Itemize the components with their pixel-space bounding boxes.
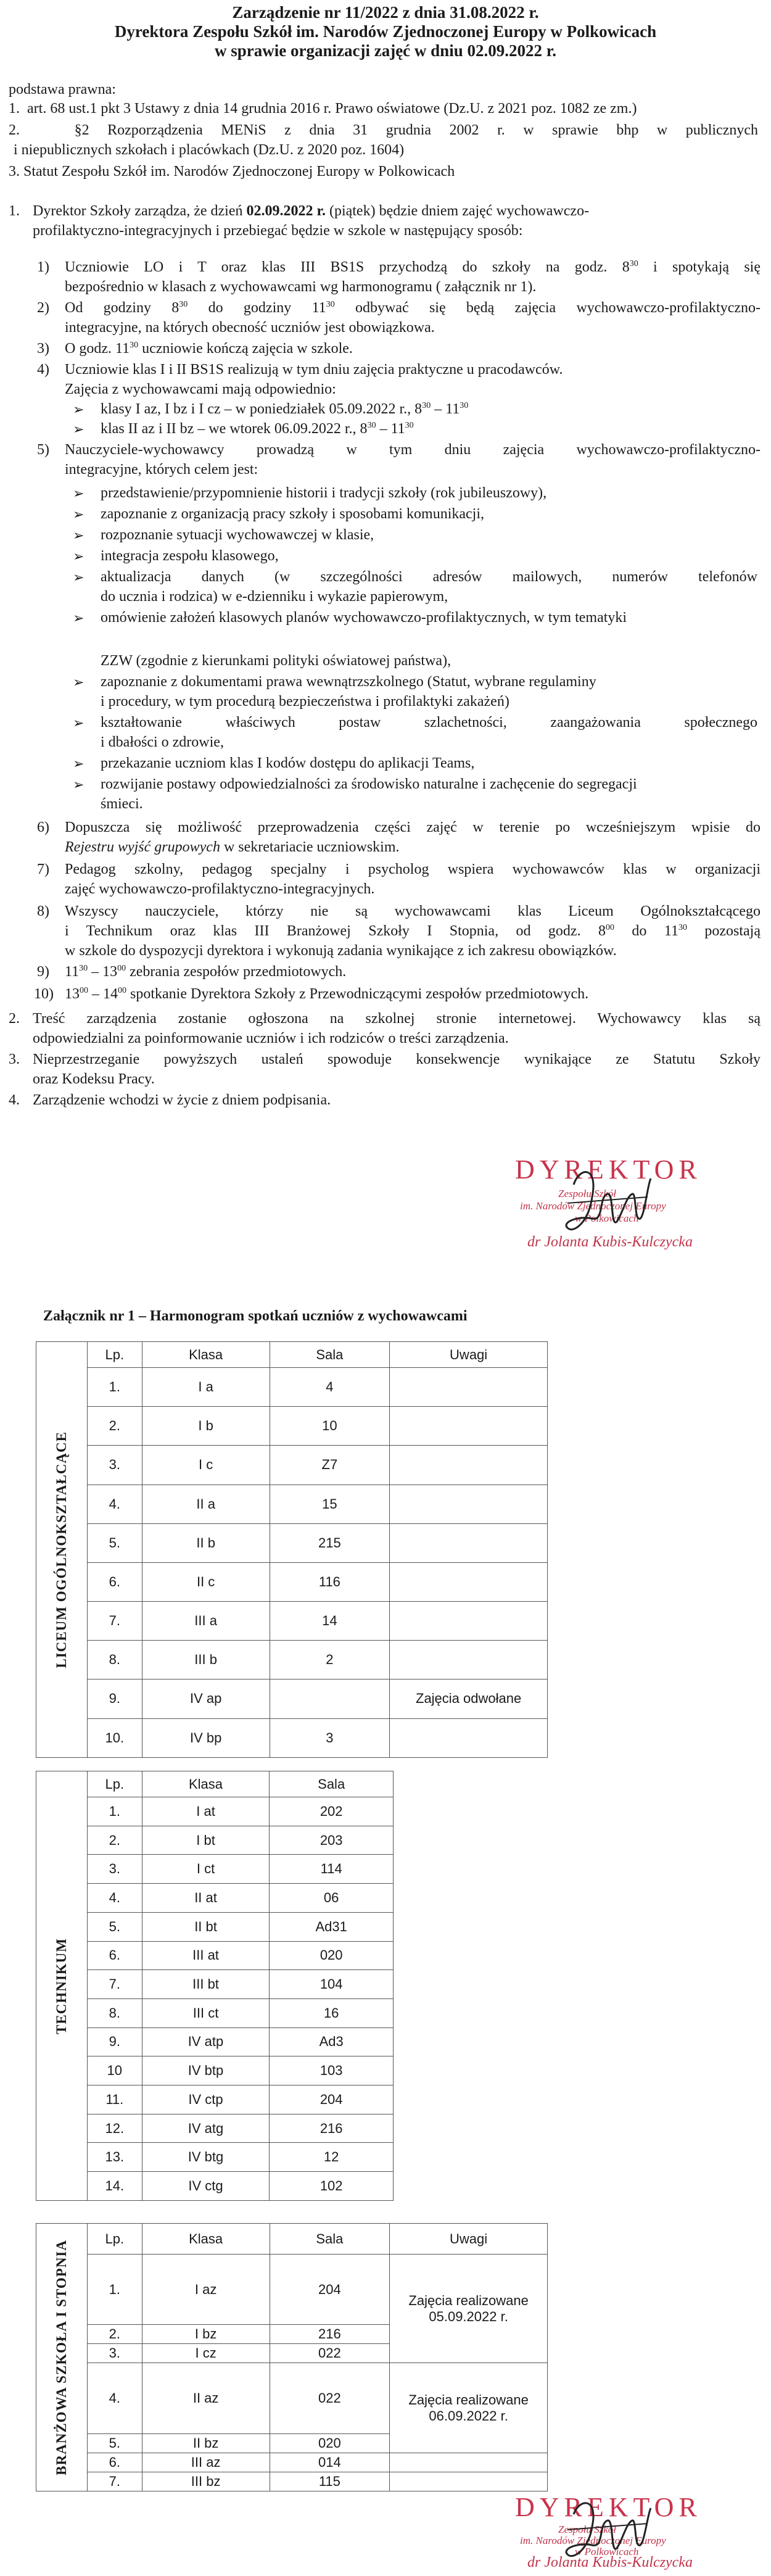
goal-bullet-cont: do ucznia i rodzica) w e-dzienniku i wykazie papierowym,: [101, 589, 448, 605]
point-number: 6): [37, 819, 49, 835]
table-row: 3. I c Z7: [36, 1446, 548, 1485]
point-text-cont: i Technikum oraz klas III Branżowej Szkoły I Stopnia, od godz. $8^{00}$ do $11^{30}$ pozostają: [65, 923, 761, 939]
section-text-cont: odpowiedzialni za poinformowanie uczniów i ich rodziców o treści zarządzenia.: [33, 1030, 509, 1046]
section-intro-cont: profilaktyczno-integracyjnych i przebiegać będzie w szkole w następujący sposób:: [33, 223, 523, 239]
table-row: 11. IV ctp 204: [36, 2085, 394, 2114]
table-row: 14. IV ctg 102: [36, 2172, 394, 2201]
goal-bullet: ➢ kształtowanie właściwych postaw szlachetności, zaangażowania społecznego: [73, 713, 757, 732]
section-intro: Dyrektor Szkoły zarządza, że dzień 02.09.2022 r. (piątek) będzie dniem zajęć wychowawczo-: [33, 203, 590, 219]
table-row: 4. II az 022 Zajęcia realizowane 06.09.2022 r.: [36, 2363, 548, 2433]
legal-basis-item: 3. Statut Zespołu Szkół im. Narodów Zjednoczonej Europy w Polkowicach: [9, 164, 455, 180]
stamp-line: w Polkowicach: [575, 1212, 639, 1224]
goal-bullet: ➢ przedstawienie/przypomnienie historii i tradycji szkoły (rok jubileuszowy),: [73, 484, 751, 503]
table-row: 2. I bt 203: [36, 1826, 394, 1855]
section-number: 3.: [9, 1051, 20, 1067]
table-row: 8. III b 2: [36, 1641, 548, 1679]
table-row: 5. II bz 020: [36, 2433, 548, 2453]
table-header-row: [36, 1771, 394, 1797]
goal-bullet: ➢ aktualizacja danych (w szczególności adresów mailowych, numerów telefonów: [73, 568, 757, 587]
school-type-cell: [36, 1342, 88, 1758]
stamp-name: dr Jolanta Kubis-Kulczycka: [527, 2554, 693, 2570]
goal-bullet: ➢ zapoznanie z organizacją pracy szkoły i sposobami komunikacji,: [73, 505, 751, 524]
document-title: Zarządzenie nr 11/2022 z dnia 31.08.2022 r.: [232, 3, 539, 22]
table-row: 9. IV atp Ad3: [36, 2027, 394, 2056]
arrow-bullet-icon: ➢: [73, 421, 85, 437]
lo-schedule-table: [36, 1341, 548, 1758]
arrow-bullet-icon: ➢: [73, 528, 85, 543]
table-header-row: [36, 2224, 548, 2255]
table-row: 13. IV btg 12: [36, 2143, 394, 2172]
stamp-line: w Polkowicach: [575, 2546, 639, 2557]
goal-bullet: ➢ omówienie założeń klasowych planów wychowawczo-profilaktycznych, w tym tematyki: [73, 608, 757, 627]
arrow-bullet-icon: ➢: [73, 756, 85, 771]
register-name: Rejestru wyjść grupowych: [65, 839, 220, 855]
table-row: 1. I az 204 Zajęcia realizowane 05.09.2022 r.: [36, 2255, 548, 2325]
arrow-bullet-icon: ➢: [73, 610, 85, 626]
table-row: 6. III at 020: [36, 1941, 394, 1970]
column-header: Sala: [270, 2224, 390, 2255]
column-header: Uwagi: [390, 2224, 548, 2255]
remarks-cell: Zajęcia odwołane: [390, 1679, 548, 1718]
goal-bullet-cont: ZZW (zgodnie z kierunkami polityki oświatowej państwa),: [101, 653, 451, 669]
stamp-title: DYREKTOR: [515, 2492, 702, 2522]
stamp-name: dr Jolanta Kubis-Kulczycka: [527, 1234, 693, 1250]
column-header: Klasa: [142, 2224, 270, 2255]
signature-icon: [555, 2493, 654, 2573]
table-header-row: [36, 1342, 548, 1368]
table-row: 5. II bt Ad31: [36, 1912, 394, 1941]
point-text: Pedagog szkolny, pedagog specjalny i psycholog wspiera wychowawców klas w organizacji: [65, 861, 761, 877]
legal-basis-heading: podstawa prawna:: [9, 81, 116, 97]
table-row: 7. III bz 115: [36, 2472, 548, 2491]
school-type-cell: [36, 1771, 88, 2201]
table-row: 6. II c 116: [36, 1562, 548, 1601]
point-text: Wszyscy nauczyciele, którzy nie są wychowawcami klas Liceum Ogólnokształcącego: [65, 903, 761, 919]
document-issuer: Dyrektora Zespołu Szkół im. Narodów Zjednoczonej Europy w Polkowicach: [114, 22, 657, 41]
school-type-cell: [36, 2224, 88, 2491]
goal-bullet: ➢ zapoznanie z dokumentami prawa wewnątrzszkolnego (Statut, wybrane regulaminy: [73, 673, 757, 692]
point-text: Od godziny $8^{30}$ do godziny $11^{30}$ odbywać się będą zajęcia wychowawczo-profilaktyczno-: [65, 300, 761, 316]
column-header: Lp.: [87, 1771, 142, 1797]
section-text: Zarządzenie wchodzi w życie z dniem podpisania.: [33, 1092, 331, 1108]
table-row: 3. I cz 022: [36, 2344, 548, 2363]
remarks-cell: Zajęcia realizowane 05.09.2022 r.: [390, 2255, 548, 2363]
point-text-cont: Zajęcia z wychowawcami mają odpowiednio:: [65, 381, 336, 397]
table-row: 2. I bz 216: [36, 2325, 548, 2344]
point-number: 5): [37, 442, 49, 458]
goal-bullet: ➢ rozpoznanie sytuacji wychowawczej w klasie,: [73, 526, 751, 545]
point-text-cont: integracyjne, na których obecność uczniów jest obowiązkowa.: [65, 320, 435, 336]
table-row: 3. I ct 114: [36, 1855, 394, 1884]
sub-bullet: ➢ klas II az i II bz – we wtorek 06.09.2022 r., $8^{30} - 11^{30}$: [73, 420, 751, 439]
point-number: 1): [37, 259, 49, 275]
signature-icon: [555, 1160, 654, 1253]
point-text-cont: Rejestru wyjść grupowych w sekretariacie uczniowskim.: [65, 839, 400, 855]
point-text-cont: zajęć wychowawczo-profilaktyczno-integracyjnych.: [65, 881, 375, 897]
stamp-line: im. Narodów Zjednoczonej Europy: [520, 2535, 666, 2546]
column-header: Klasa: [142, 1771, 270, 1797]
point-number: 3): [37, 341, 49, 357]
point-number: 4): [37, 362, 49, 378]
table-row: 1. I a 4: [36, 1368, 548, 1407]
point-number: 8): [37, 903, 49, 919]
document-subject: w sprawie organizacji zajęć w dniu 02.09.2022 r.: [215, 41, 556, 60]
school-type-label: BRANŻOWA SZKOŁA I STOPNIA: [53, 2239, 69, 2475]
stamp-title: DYREKTOR: [515, 1154, 702, 1185]
annex-title: Załącznik nr 1 – Harmonogram spotkań uczniów z wychowawcami: [43, 1308, 468, 1324]
column-header: Uwagi: [390, 1342, 548, 1368]
arrow-bullet-icon: ➢: [73, 486, 85, 501]
section-text: Treść zarządzenia zostanie ogłoszona na szkolnej stronie internetowej. Wychowawcy klas są: [33, 1011, 761, 1027]
point-number: 9): [37, 964, 49, 980]
remarks-cell: Zajęcia realizowane 06.09.2022 r.: [390, 2363, 548, 2453]
point-text: Nauczyciele-wychowawcy prowadzą w tym dniu zajęcia wychowawczo-profilaktyczno-: [65, 442, 761, 458]
table-row: 7. III bt 104: [36, 1970, 394, 1999]
point-text: Uczniowie LO i T oraz klas III BS1S przychodzą do szkoły na godz. $8^{30}$ i spotykają się: [65, 259, 761, 275]
table-row: 10. IV bp 3: [36, 1718, 548, 1757]
goal-bullet-cont: śmieci.: [101, 796, 143, 812]
arrow-bullet-icon: ➢: [73, 777, 85, 792]
table-row: 1. I at 202: [36, 1797, 394, 1826]
goal-bullet-cont: i procedury, w tym procedurą bezpieczeństwa i profilaktyki zakażeń): [101, 694, 509, 710]
arrow-bullet-icon: ➢: [73, 507, 85, 522]
goal-bullet: ➢ integracja zespołu klasowego,: [73, 547, 751, 566]
section-text: Nieprzestrzeganie powyższych ustaleń spowoduje konsekwencje wynikające ze Statutu Szkoły: [33, 1051, 761, 1067]
point-number: 7): [37, 861, 49, 877]
point-text: Dopuszcza się możliwość przeprowadzenia części zajęć w terenie po wcześniejszym wpisie do: [65, 819, 761, 835]
column-header: Lp.: [87, 2224, 142, 2255]
table-row: 8. III ct 16: [36, 1998, 394, 2027]
arrow-bullet-icon: ➢: [73, 674, 85, 690]
column-header: Sala: [270, 1342, 390, 1368]
goal-bullet: ➢ rozwijanie postawy odpowiedzialności za środowisko naturalne i zachęcenie do segregacji: [73, 775, 757, 794]
column-header: Lp.: [87, 1342, 142, 1368]
event-date: 02.09.2022 r.: [246, 203, 326, 219]
table-row: 5. II b 215: [36, 1523, 548, 1562]
section-number: 1.: [9, 203, 20, 219]
school-type-label: LICEUM OGÓLNOKSZTAŁCĄCE: [53, 1431, 69, 1668]
section-number: 4.: [9, 1092, 20, 1108]
table-row: 6. III az 014: [36, 2453, 548, 2472]
stamp-line: im. Narodów Zjednoczonej Europy: [520, 1200, 666, 1212]
arrow-bullet-icon: ➢: [73, 569, 85, 585]
column-header: Klasa: [142, 1342, 270, 1368]
tech-schedule-table: [36, 1771, 394, 2201]
point-text-cont: w szkole do dyspozycji dyrektora i wykonują zadania wynikające z ich zakresu obowiązków.: [65, 943, 617, 959]
point-number: 10): [34, 986, 54, 1002]
table-row: 9. IV ap Zajęcia odwołane: [36, 1679, 548, 1718]
legal-basis-item: 1. art. 68 ust.1 pkt 3 Ustawy z dnia 14 grudnia 2016 r. Prawo oświatowe (Dz.U. z 2021 poz. 1082 ze zm.): [9, 101, 637, 117]
table-row: 12. IV atg 216: [36, 2114, 394, 2143]
legal-basis-item: 2. §2 Rozporządzenia MENiS z dnia 31 grudnia 2002 r. w sprawie bhp w publicznych: [9, 122, 759, 138]
point-text: Uczniowie klas I i II BS1S realizują w tym dniu zajęcia praktyczne u pracodawców.: [65, 362, 563, 378]
section-text-cont: oraz Kodeksu Pracy.: [33, 1071, 155, 1087]
school-type-label: TECHNIKUM: [53, 1937, 69, 2034]
section-number: 2.: [9, 1011, 20, 1027]
table-row: 4. II at 06: [36, 1884, 394, 1913]
point-text-cont: bezpośrednio w klasach z wychowawcami wg harmonogramu ( załącznik nr 1).: [65, 279, 537, 295]
arrow-bullet-icon: ➢: [73, 549, 85, 564]
point-text: O godz. $11^{30}$ uczniowie kończą zajęcia w szkole.: [65, 341, 353, 357]
stamp-line: Zespołu Szkół: [558, 2524, 616, 2535]
table-row: 2. I b 10: [36, 1407, 548, 1446]
goal-bullet: ➢ przekazanie uczniom klas I kodów dostępu do aplikacji Teams,: [73, 754, 757, 773]
legal-basis-item-cont: i niepublicznych szkołach i placówkach (Dz.U. z 2020 poz. 1604): [14, 142, 405, 158]
table-row: 10 IV btp 103: [36, 2056, 394, 2085]
table-row: 7. III a 14: [36, 1602, 548, 1641]
arrow-bullet-icon: ➢: [73, 715, 85, 731]
stamp-line: Zespołu Szkół: [558, 1188, 616, 1199]
point-text: $11^{30} - 13^{00}$ zebrania zespołów przedmiotowych.: [65, 964, 347, 980]
column-header: Sala: [270, 1771, 394, 1797]
sub-bullet: ➢ klasy I az, I bz i I cz – w poniedziałek 05.09.2022 r., $8^{30} - 11^{30}$: [73, 400, 751, 419]
table-row: 4. II a 15: [36, 1485, 548, 1523]
point-text-cont: integracyjne, których celem jest:: [65, 462, 258, 478]
point-text: $13^{00} - 14^{00}$ spotkanie Dyrektora Szkoły z Przewodniczącymi zespołów przedmiotowych.: [65, 986, 589, 1002]
point-number: 2): [37, 300, 49, 316]
arrow-bullet-icon: ➢: [73, 402, 85, 417]
goal-bullet-cont: i dbałości o zdrowie,: [101, 734, 224, 750]
bs-schedule-table: [36, 2223, 548, 2491]
